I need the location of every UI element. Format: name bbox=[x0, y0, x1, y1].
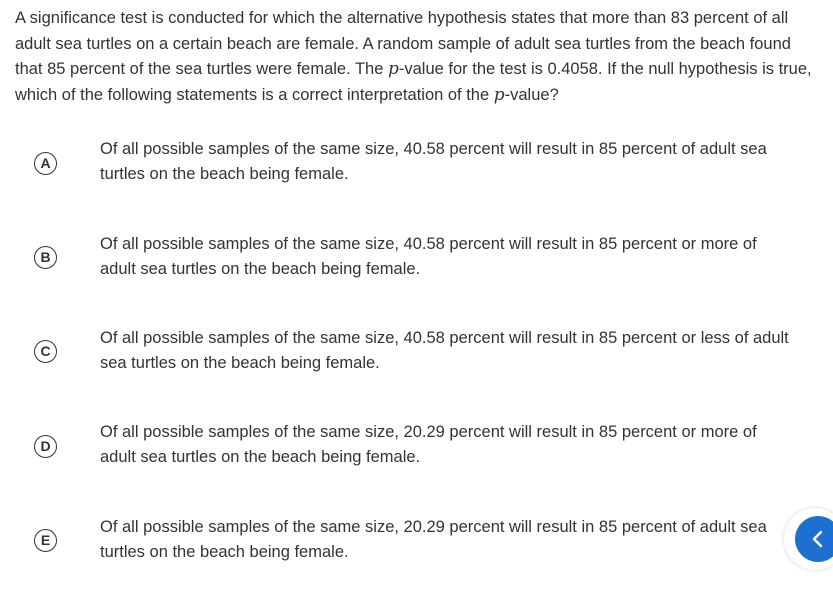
option-letter-badge[interactable]: E bbox=[34, 529, 57, 552]
answer-option-e[interactable] bbox=[0, 515, 800, 589]
option-text: Of all possible samples of the same size, 40.58 percent will result in 85 percent of adult sea turtles on the beach being female. bbox=[100, 140, 767, 183]
option-letter-badge[interactable]: A bbox=[34, 152, 57, 175]
question-text bbox=[15, 6, 820, 108]
collapse-panel-button[interactable] bbox=[795, 516, 833, 562]
question-part-2: -value for the test is 0.4058. If the null hypothesis is true, which of the following statements is a correct interpretation of the bbox=[15, 60, 812, 104]
option-letter-badge[interactable]: D bbox=[34, 435, 57, 458]
option-letter-badge[interactable]: B bbox=[34, 246, 57, 269]
question-part-3: -value? bbox=[504, 85, 559, 104]
answer-option-a[interactable] bbox=[0, 137, 800, 211]
option-text: Of all possible samples of the same size, 20.29 percent will result in 85 percent or more of adult sea turtles on the beach being female. bbox=[100, 423, 757, 466]
answer-option-c[interactable] bbox=[0, 326, 800, 400]
question-part-1: A significance test is conducted for which the alternative hypothesis states that more than 83 percent of all adult sea turtles on a certain beach are female. A random sample of adult sea turtles from the beach found that 85 percent of the sea turtles were female. The bbox=[15, 9, 791, 79]
option-text: Of all possible samples of the same size, 40.58 percent will result in 85 percent or less of adult sea turtles on the beach being female. bbox=[100, 329, 789, 372]
answer-option-d[interactable] bbox=[0, 420, 800, 494]
p-variable: p bbox=[388, 59, 399, 80]
p-variable: p bbox=[493, 84, 505, 105]
option-text: Of all possible samples of the same size, 20.29 percent will result in 85 percent of adult sea turtles on the beach being female. bbox=[100, 518, 767, 561]
option-letter-badge[interactable]: C bbox=[34, 340, 57, 363]
option-text: Of all possible samples of the same size, 40.58 percent will result in 85 percent or more of adult sea turtles on the beach being female. bbox=[100, 235, 757, 278]
answer-option-b[interactable] bbox=[0, 232, 800, 306]
chevron-left-icon bbox=[807, 528, 829, 550]
